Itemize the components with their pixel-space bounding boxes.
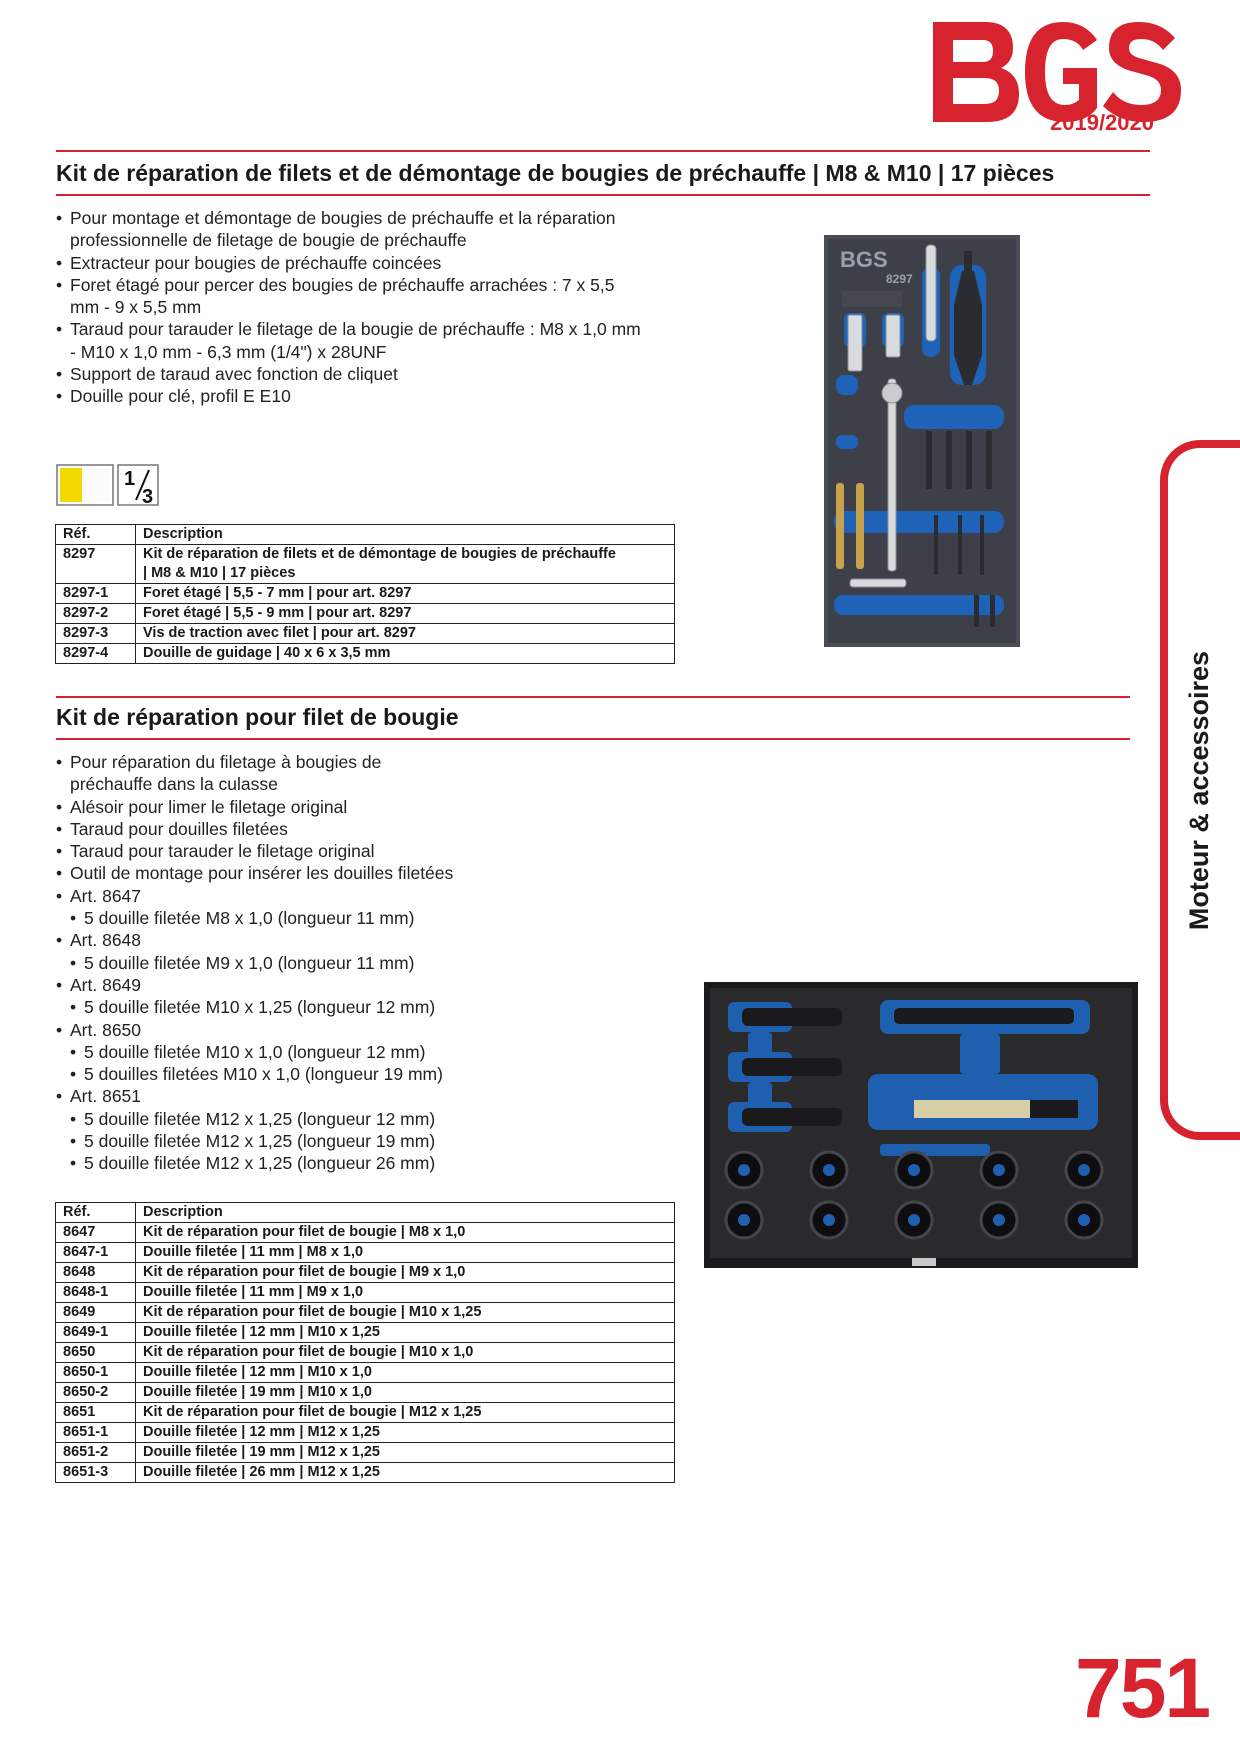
ref-cell: 8647-1 [56,1243,136,1263]
description-line: Vis de traction avec filet | pour art. 8297 [143,625,416,641]
feature-bullet: • Alésoir pour limer le filetage original [56,796,453,818]
page-number: 751 [1075,1641,1210,1735]
description-line: Douille filetée | 12 mm | M10 x 1,0 [143,1364,372,1380]
table-row [56,1263,675,1283]
description-cell [136,1283,675,1303]
description-line: | M8 & M10 | 17 pièces [143,565,296,581]
chapter-tab-label-wrap [1160,440,1240,1140]
feature-bullet: • Pour montage et démontage de bougies de préchauffe et la réparation [56,207,641,229]
table-header-description: Description [136,1203,675,1223]
description-cell [136,604,675,624]
description-line: Kit de réparation pour filet de bougie | M10 x 1,25 [143,1304,482,1320]
table-row [56,1343,675,1363]
description-cell [136,1383,675,1403]
ref-cell: 8648 [56,1263,136,1283]
description-cell [136,1343,675,1363]
table-header-description: Description [136,525,675,545]
table-row [56,1303,675,1323]
table-header-ref: Réf. [56,525,136,545]
description-line: Kit de réparation pour filet de bougie | M9 x 1,0 [143,1264,466,1280]
description-line: Douille filetée | 12 mm | M10 x 1,25 [143,1324,380,1340]
ref-cell: 8649 [56,1303,136,1323]
table-row [56,1383,675,1403]
usage-icons [56,462,162,508]
table-row [56,1463,675,1483]
description-cell [136,584,675,604]
feature-sub-bullet: • 5 douille filetée M12 x 1,25 (longueur 19 mm) [56,1130,453,1152]
table-row [56,545,675,584]
section2-bottom-rule [56,738,1130,740]
ref-cell: 8297 [56,545,136,584]
feature-bullet: • Art. 8648 [56,929,453,951]
table-row [56,1363,675,1383]
svg-text:BGS: BGS [840,247,888,272]
svg-text:1: 1 [124,468,136,490]
ref-cell: 8651-2 [56,1443,136,1463]
ref-cell: 8650-2 [56,1383,136,1403]
product-photo-thread-repair-kit [704,982,1138,1268]
feature-sub-bullet: • 5 douille filetée M10 x 1,0 (longueur 12 mm) [56,1041,453,1063]
description-cell [136,1403,675,1423]
feature-bullet: • Taraud pour tarauder le filetage de la bougie de préchauffe : M8 x 1,0 mm [56,318,641,340]
feature-sub-bullet: • 5 douille filetée M12 x 1,25 (longueur 26 mm) [56,1152,453,1174]
ref-cell: 8297-2 [56,604,136,624]
section2-top-rule [56,696,1130,698]
feature-bullet: préchauffe dans la culasse [70,774,278,795]
feature-bullet: - M10 x 1,0 mm - 6,3 mm (1/4") x 28UNF [70,341,387,362]
description-line: Foret étagé | 5,5 - 9 mm | pour art. 8297 [143,605,412,621]
section2-feature-list [56,751,453,1175]
table-row [56,1243,675,1263]
feature-sub-bullet: • 5 douille filetée M9 x 1,0 (longueur 11 mm) [56,952,453,974]
feature-bullet: professionnelle de filetage de bougie de préchauffe [70,230,467,251]
description-line: Douille filetée | 19 mm | M10 x 1,0 [143,1384,372,1400]
table-header-ref: Réf. [56,1203,136,1223]
section1-bottom-rule [56,194,1150,196]
feature-bullet: • Pour réparation du filetage à bougies de [56,751,453,773]
feature-bullet: • Douille pour clé, profil E E10 [56,385,641,407]
description-line: Kit de réparation pour filet de bougie | M8 x 1,0 [143,1224,466,1240]
feature-sub-bullet: • 5 douilles filetées M10 x 1,0 (longueur 19 mm) [56,1063,453,1085]
feature-bullet: • Art. 8650 [56,1019,453,1041]
ref-cell: 8297-1 [56,584,136,604]
feature-sub-bullet: • 5 douille filetée M12 x 1,25 (longueur 12 mm) [56,1108,453,1130]
description-line: Kit de réparation pour filet de bougie | M12 x 1,25 [143,1404,482,1420]
description-line: Douille filetée | 26 mm | M12 x 1,25 [143,1464,380,1480]
feature-bullet: • Extracteur pour bougies de préchauffe coincées [56,252,641,274]
description-cell [136,545,675,584]
feature-sub-bullet: • 5 douille filetée M8 x 1,0 (longueur 11 mm) [56,907,453,929]
feature-bullet: • Art. 8651 [56,1085,453,1107]
table-row [56,584,675,604]
catalog-year: 2019/2020 [1050,110,1154,135]
table-row [56,1323,675,1343]
section1-title: Kit de réparation de filets et de démontage de bougies de préchauffe | M8 & M10 | 17 pièces [56,160,1055,186]
svg-text:3: 3 [142,486,154,508]
ref-cell: 8647 [56,1223,136,1243]
description-line: Douille filetée | 12 mm | M12 x 1,25 [143,1424,380,1440]
table-row [56,1403,675,1423]
section2-title: Kit de réparation pour filet de bougie [56,704,459,730]
table-row [56,1443,675,1463]
description-cell [136,1323,675,1343]
ref-cell: 8648-1 [56,1283,136,1303]
product-photo-8297 [824,235,1020,647]
feature-bullet: mm - 9 x 5,5 mm [70,297,202,318]
section1-top-rule [56,150,1150,152]
ref-cell: 8650-1 [56,1363,136,1383]
section2-reference-table [55,1202,675,1483]
table-row [56,644,675,664]
description-cell [136,644,675,664]
section1-reference-table [55,524,675,664]
description-line: Douille de guidage | 40 x 6 x 3,5 mm [143,645,391,661]
feature-bullet: • Taraud pour douilles filetées [56,818,453,840]
tray-label: 8297 [886,272,913,286]
description-cell [136,1463,675,1483]
description-cell [136,1423,675,1443]
description-cell [136,1243,675,1263]
feature-sub-bullet: • 5 douille filetée M10 x 1,25 (longueur 12 mm) [56,996,453,1018]
description-cell [136,1303,675,1323]
description-cell [136,1223,675,1243]
ref-cell: 8650 [56,1343,136,1363]
feature-bullet: • Support de taraud avec fonction de cliquet [56,363,641,385]
description-line: Foret étagé | 5,5 - 7 mm | pour art. 8297 [143,585,412,601]
ref-cell: 8649-1 [56,1323,136,1343]
feature-bullet: • Taraud pour tarauder le filetage original [56,840,453,862]
table-row [56,604,675,624]
description-line: Kit de réparation de filets et de démontage de bougies de préchauffe [143,546,616,562]
table-row [56,1283,675,1303]
description-line: Douille filetée | 11 mm | M8 x 1,0 [143,1244,364,1260]
ref-cell: 8297-4 [56,644,136,664]
chapter-tab-label: Moteur & accessoires [1184,650,1215,930]
feature-bullet: • Outil de montage pour insérer les douilles filetées [56,862,453,884]
description-cell [136,1263,675,1283]
description-cell [136,1443,675,1463]
section1-feature-list [56,207,641,408]
table-row [56,624,675,644]
description-line: Douille filetée | 19 mm | M12 x 1,25 [143,1444,380,1460]
feature-bullet: • Foret étagé pour percer des bougies de préchauffe arrachées : 7 x 5,5 [56,274,641,296]
description-cell [136,1363,675,1383]
feature-bullet: • Art. 8649 [56,974,453,996]
ref-cell: 8651-3 [56,1463,136,1483]
description-cell [136,624,675,644]
ref-cell: 8651 [56,1403,136,1423]
ref-cell: 8297-3 [56,624,136,644]
description-line: Douille filetée | 11 mm | M9 x 1,0 [143,1284,364,1300]
table-row [56,1423,675,1443]
ref-cell: 8651-1 [56,1423,136,1443]
feature-bullet: • Art. 8647 [56,885,453,907]
description-line: Kit de réparation pour filet de bougie | M10 x 1,0 [143,1344,474,1360]
table-row [56,1223,675,1243]
